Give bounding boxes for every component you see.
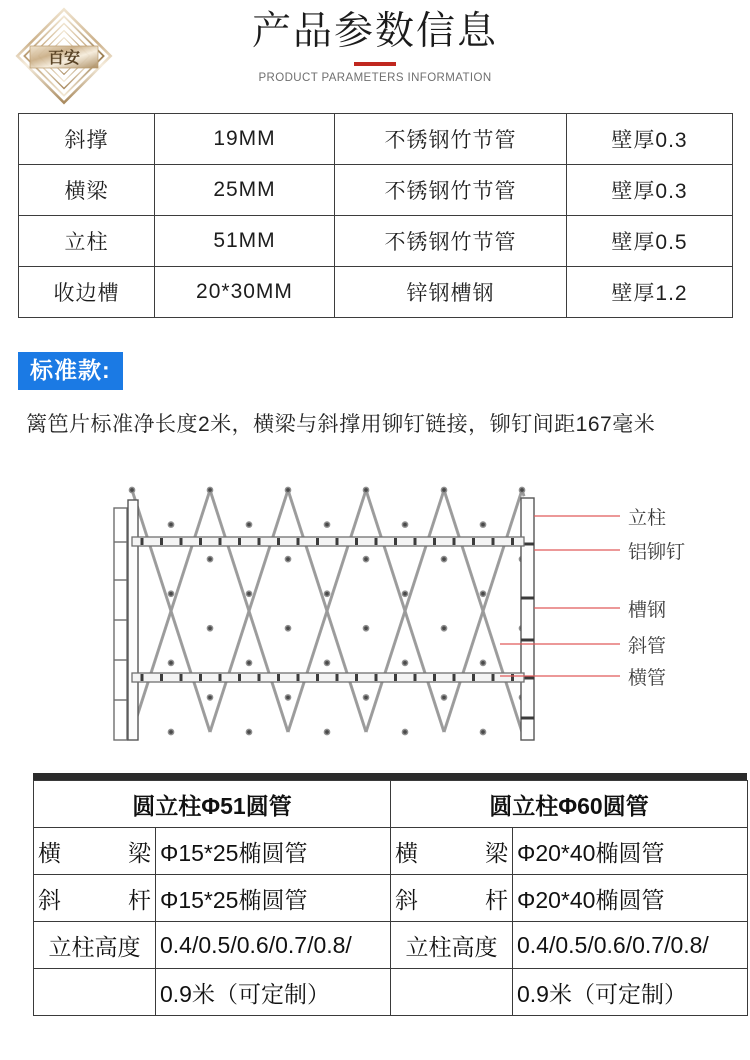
spec-size: 25MM (155, 165, 335, 216)
table-row (34, 875, 748, 922)
callout-label-rivet: 铝铆钉 (628, 541, 686, 563)
spec-material: 不锈钢竹节管 (335, 165, 567, 216)
pole-right-header: 圆立柱Φ60圆管 (391, 781, 748, 828)
spec-material: 锌钢槽钢 (335, 267, 567, 318)
pole-left-value: Φ15*25椭圆管 (156, 875, 391, 922)
callout-label-rail: 横管 (628, 667, 667, 689)
callout-label-post: 立柱 (628, 507, 667, 529)
pole-left-value: 0.9米（可定制） (156, 969, 391, 1016)
callout-label-diagonal: 斜管 (628, 635, 667, 657)
standard-model-description: 篱笆片标准净长度2米，横梁与斜撑用铆钉链接，铆钉间距167毫米 (26, 413, 656, 436)
pole-spec-table (33, 780, 748, 1016)
fence-diagram-svg (0, 460, 750, 770)
pole-right-value: Φ20*40椭圆管 (513, 875, 748, 922)
spec-size: 19MM (155, 114, 335, 165)
spec-part: 横梁 (19, 165, 155, 216)
page-subtitle: PRODUCT PARAMETERS INFORMATION (258, 72, 492, 84)
pole-table-top-rule (33, 773, 747, 780)
table-row (34, 828, 748, 875)
spec-thickness: 壁厚1.2 (567, 267, 733, 318)
table-row (19, 114, 733, 165)
pole-right-key-empty (391, 969, 513, 1016)
table-row (34, 969, 748, 1016)
lattice-group (129, 487, 524, 734)
pole-spec-section (33, 773, 747, 1016)
pole-right-value: 0.9米（可定制） (513, 969, 748, 1016)
right-post (521, 498, 534, 740)
spec-table-body (19, 114, 733, 318)
spec-part: 收边槽 (19, 267, 155, 318)
pole-left-value: Φ15*25椭圆管 (156, 828, 391, 875)
table-row (19, 165, 733, 216)
spec-material: 不锈钢竹节管 (335, 216, 567, 267)
pole-right-key: 立柱高度 (391, 922, 513, 969)
spec-part: 斜撑 (19, 114, 155, 165)
left-post (128, 500, 138, 740)
standard-model-badge: 标准款: (18, 352, 123, 390)
left-channel-group (114, 508, 127, 740)
pole-left-key: 横梁 (34, 828, 156, 875)
title-underline-rule (354, 62, 396, 66)
spec-thickness: 壁厚0.5 (567, 216, 733, 267)
pole-right-value: 0.4/0.5/0.6/0.7/0.8/ (513, 922, 748, 969)
pole-left-key: 立柱高度 (34, 922, 156, 969)
pole-right-key: 横梁 (391, 828, 513, 875)
fence-structure-diagram (0, 460, 750, 770)
logo-text: 百安 (47, 48, 81, 67)
spec-part: 立柱 (19, 216, 155, 267)
header-text-block (0, 0, 750, 84)
page-header (0, 0, 750, 108)
spec-size: 51MM (155, 216, 335, 267)
page-title: 产品参数信息 (251, 10, 498, 53)
pole-left-value: 0.4/0.5/0.6/0.7/0.8/ (156, 922, 391, 969)
pole-right-key: 斜杆 (391, 875, 513, 922)
spec-thickness: 壁厚0.3 (567, 114, 733, 165)
spec-material: 不锈钢竹节管 (335, 114, 567, 165)
pole-left-key: 斜杆 (34, 875, 156, 922)
pole-right-value: Φ20*40椭圆管 (513, 828, 748, 875)
table-row (34, 922, 748, 969)
pole-left-key-empty (34, 969, 156, 1016)
spec-thickness: 壁厚0.3 (567, 165, 733, 216)
callout-label-channel: 槽钢 (628, 599, 667, 621)
table-row (19, 267, 733, 318)
pole-left-header: 圆立柱Φ51圆管 (34, 781, 391, 828)
spec-size: 20*30MM (155, 267, 335, 318)
table-row-header (34, 781, 748, 828)
table-row (19, 216, 733, 267)
spec-parameters-table (18, 113, 733, 318)
